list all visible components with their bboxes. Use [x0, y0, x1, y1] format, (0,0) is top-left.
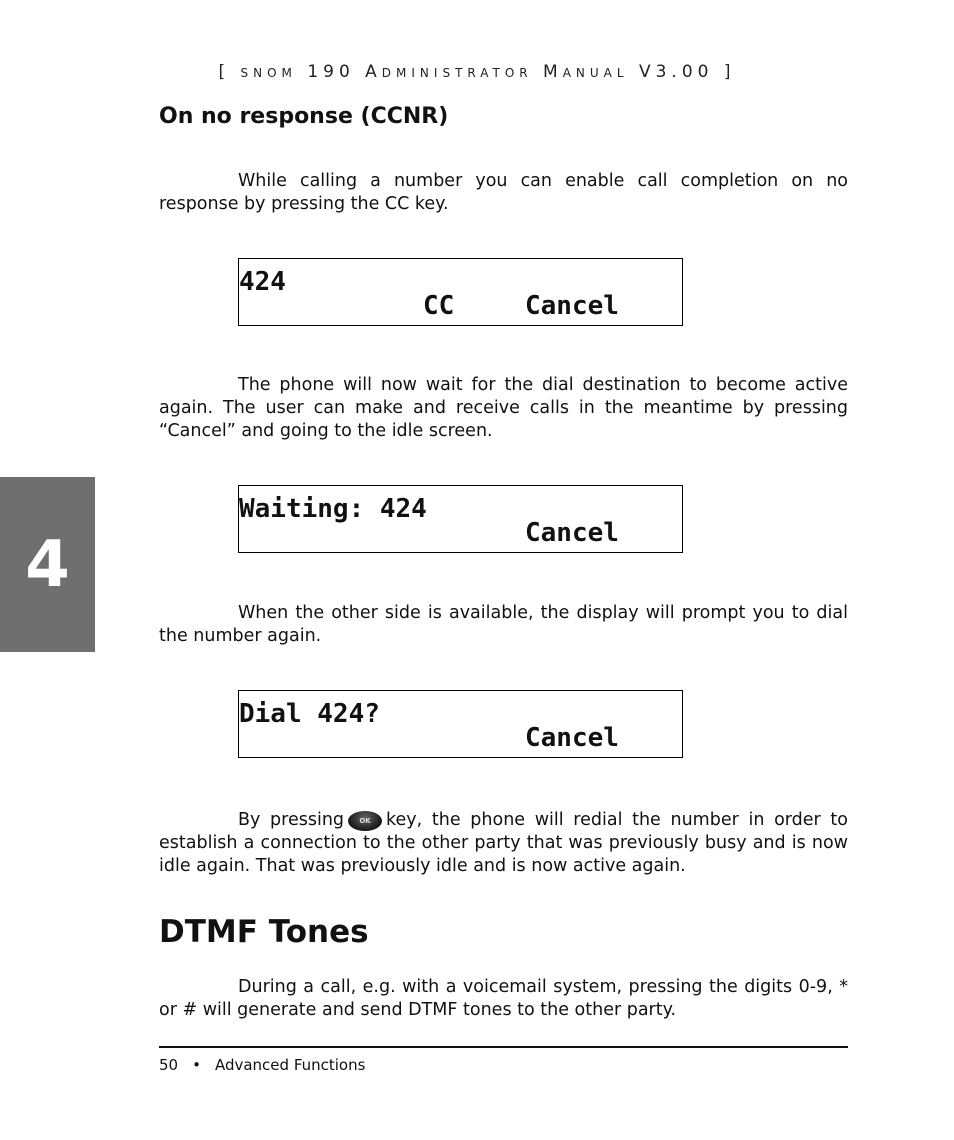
paragraph-ccnr-waiting [159, 374, 848, 443]
paragraph-text: While calling a number you can enable call completion on no response by pressing the CC key. [159, 171, 848, 214]
lcd-display-dial-prompt [238, 690, 683, 758]
chapter-tab: 4 [0, 477, 95, 652]
lcd-line-1: 424 [239, 267, 286, 297]
paragraph-ccnr-intro [159, 170, 848, 216]
paragraph-text-end: key, the phone will redial the number in order to establish a connection to the other party that was previously busy and is now idle again. That was previously idle and is now active again. [159, 810, 848, 876]
lcd-line-1: Waiting: 424 [239, 494, 427, 524]
paragraph-text: During a call, e.g. with a voicemail system, pressing the digits 0-9, * or # will generate and send DTMF tones to the other party. [159, 977, 848, 1020]
lcd-display-waiting [238, 485, 683, 553]
paragraph-text: When the other side is available, the display will prompt you to dial the number again. [159, 603, 848, 646]
paragraph-ccnr-redial [159, 809, 848, 878]
footer-separator: • [192, 1056, 201, 1074]
lcd-line-1: Dial 424? [239, 699, 380, 729]
lcd-softkey-cancel: Cancel [525, 723, 619, 753]
page-footer [159, 1056, 365, 1074]
section-heading-ccnr: On no response (CCNR) [159, 104, 449, 129]
ok-key-icon: OK [348, 811, 382, 831]
running-header: [ snom 190 Administrator Manual V3.00 ] [218, 62, 736, 82]
paragraph-ccnr-available [159, 602, 848, 648]
section-heading-dtmf: DTMF Tones [159, 914, 369, 950]
page-number: 50 [159, 1056, 179, 1074]
lcd-softkey-cancel: Cancel [525, 291, 619, 321]
lcd-display-dialing [238, 258, 683, 326]
paragraph-dtmf [159, 976, 848, 1022]
lcd-softkey-cc: CC [423, 291, 455, 321]
footer-divider [159, 1046, 848, 1048]
footer-section-name: Advanced Functions [214, 1056, 366, 1074]
paragraph-text: The phone will now wait for the dial destination to become active again. The user can make and receive calls in the meantime by pressing “Cancel” and going to the idle screen. [159, 375, 848, 441]
lcd-softkey-cancel: Cancel [525, 518, 619, 548]
paragraph-text-start: By pressing [238, 810, 345, 830]
